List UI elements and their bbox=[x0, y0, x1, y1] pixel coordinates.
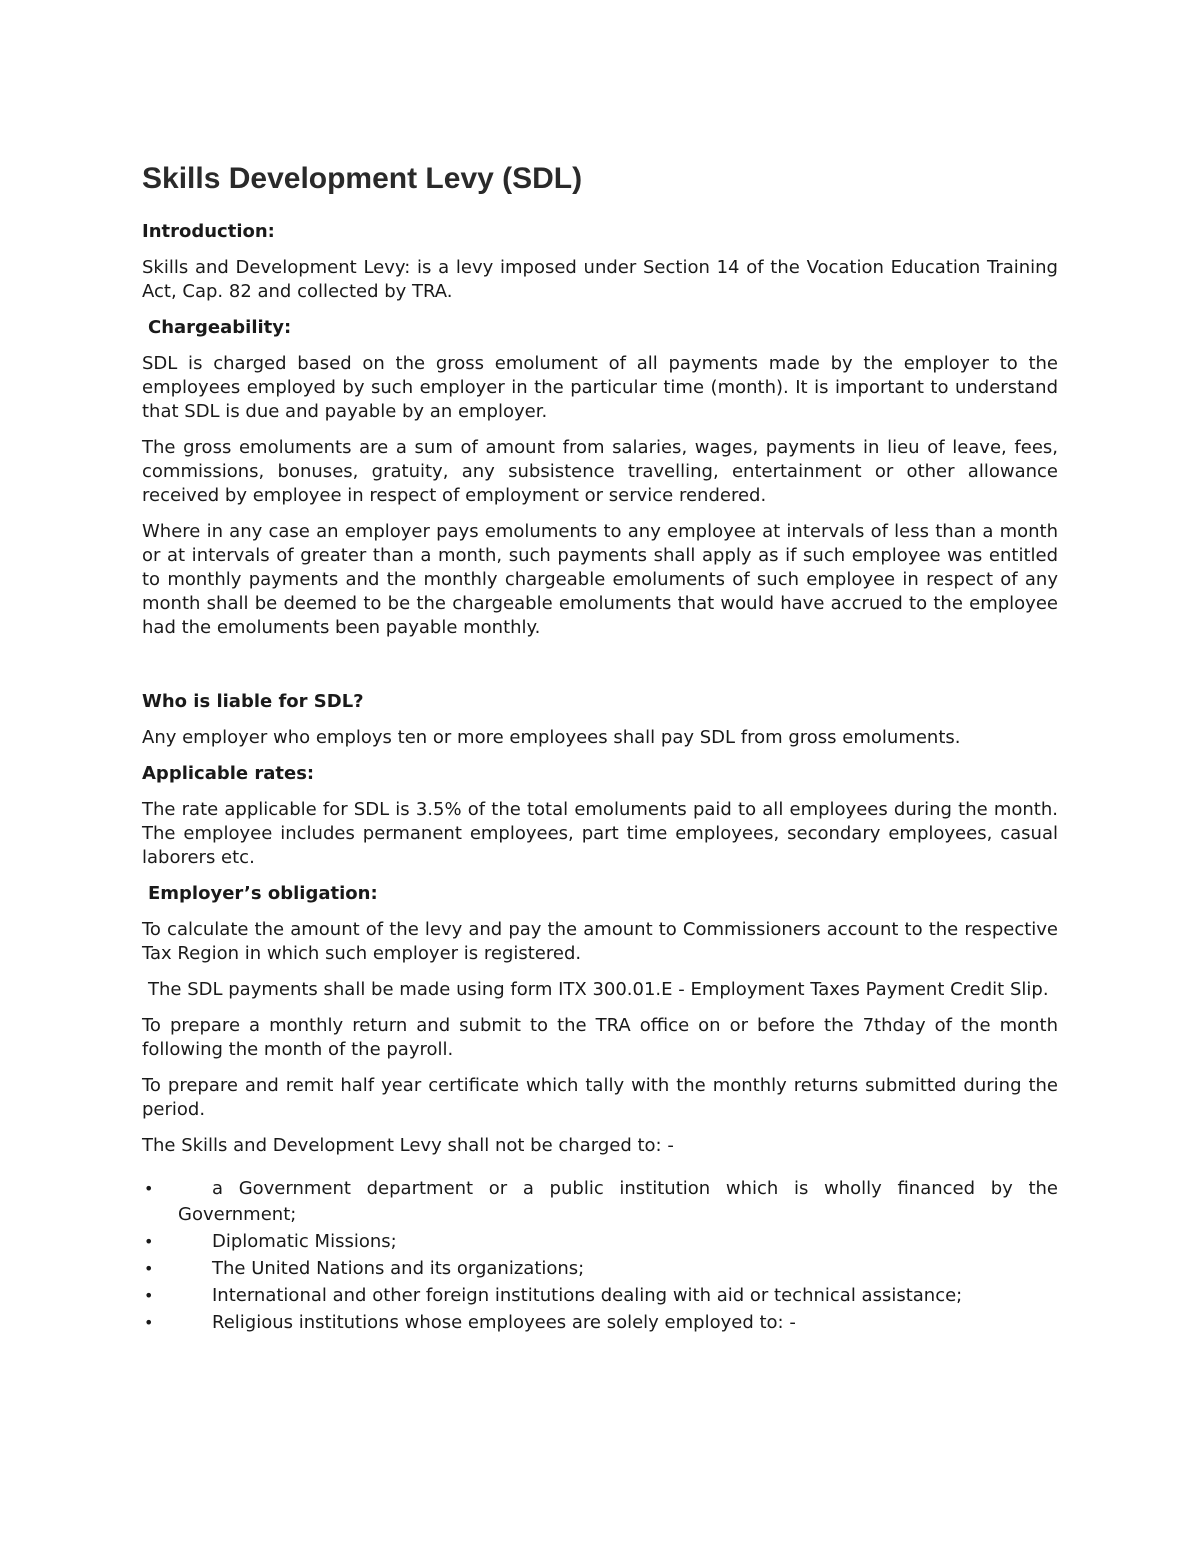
bullet-icon: • bbox=[144, 1286, 154, 1305]
bullet-icon: • bbox=[144, 1232, 154, 1251]
list-item-text: a Government department or a public institution which is wholly financed by the Government; bbox=[178, 1178, 1058, 1225]
rates-heading: Applicable rates: bbox=[142, 763, 315, 784]
list-item bbox=[142, 1256, 1058, 1282]
list-item-text: Religious institutions whose employees are solely employed to: - bbox=[212, 1312, 796, 1333]
obligation-paragraph-4: To prepare and remit half year certificate which tally with the monthly returns submitted during the period. bbox=[142, 1075, 1058, 1120]
chargeability-paragraph-2: The gross emoluments are a sum of amount from salaries, wages, payments in lieu of leave, fees, commissions, bonuses, gratuity, any subsistence travelling, entertainment or other allowance received by employee in respect of employment or service rendered. bbox=[142, 437, 1058, 506]
obligation-paragraph-2: The SDL payments shall be made using form ITX 300.01.E - Employment Taxes Payment Credit Slip. bbox=[148, 979, 1049, 1000]
list-item-text: International and other foreign institutions dealing with aid or technical assistance; bbox=[212, 1285, 963, 1306]
list-item bbox=[142, 1176, 1058, 1228]
obligation-paragraph-1: To calculate the amount of the levy and pay the amount to Commissioners account to the respective Tax Region in which such employer is registered. bbox=[142, 919, 1058, 964]
bullet-icon: • bbox=[144, 1313, 154, 1332]
chargeability-heading: Chargeability: bbox=[148, 317, 292, 338]
section-spacer bbox=[142, 652, 1058, 690]
list-item bbox=[142, 1283, 1058, 1309]
document-content bbox=[142, 160, 1058, 1337]
liable-heading: Who is liable for SDL? bbox=[142, 691, 364, 712]
liable-paragraph: Any employer who employs ten or more employees shall pay SDL from gross emoluments. bbox=[142, 727, 961, 748]
introduction-heading: Introduction: bbox=[142, 221, 275, 242]
list-item bbox=[142, 1310, 1058, 1336]
document-title: Skills Development Levy (SDL) bbox=[142, 162, 583, 195]
chargeability-paragraph-1: SDL is charged based on the gross emolument of all payments made by the employer to the employees employed by such employer in the particular time (month). It is important to understand that SDL is due and payable by an employer. bbox=[142, 353, 1058, 422]
list-item bbox=[142, 1229, 1058, 1255]
chargeability-paragraph-3: Where in any case an employer pays emoluments to any employee at intervals of less than a month or at intervals of greater than a month, such payments shall apply as if such employee was entitled to monthly payments and the monthly chargeable emoluments of such employee in respect of any month shall be deemed to be the chargeable emoluments that would have accrued to the employee had the emoluments been payable monthly. bbox=[142, 521, 1058, 638]
list-item-text: The United Nations and its organizations; bbox=[212, 1258, 585, 1279]
bullet-icon: • bbox=[144, 1259, 154, 1278]
obligation-heading: Employer’s obligation: bbox=[148, 883, 378, 904]
introduction-paragraph: Skills and Development Levy: is a levy imposed under Section 14 of the Vocation Education Training Act, Cap. 82 and collected by TRA. bbox=[142, 257, 1058, 302]
bullet-icon: • bbox=[144, 1179, 154, 1198]
rates-paragraph: The rate applicable for SDL is 3.5% of the total emoluments paid to all employees during the month. The employee includes permanent employees, part time employees, secondary employees, casual laborers etc. bbox=[142, 799, 1058, 868]
exemption-list bbox=[142, 1176, 1058, 1336]
list-item-text: Diplomatic Missions; bbox=[212, 1231, 397, 1252]
exemption-intro: The Skills and Development Levy shall not be charged to: - bbox=[142, 1135, 674, 1156]
obligation-paragraph-3: To prepare a monthly return and submit to the TRA office on or before the 7thday of the month following the month of the payroll. bbox=[142, 1015, 1058, 1060]
